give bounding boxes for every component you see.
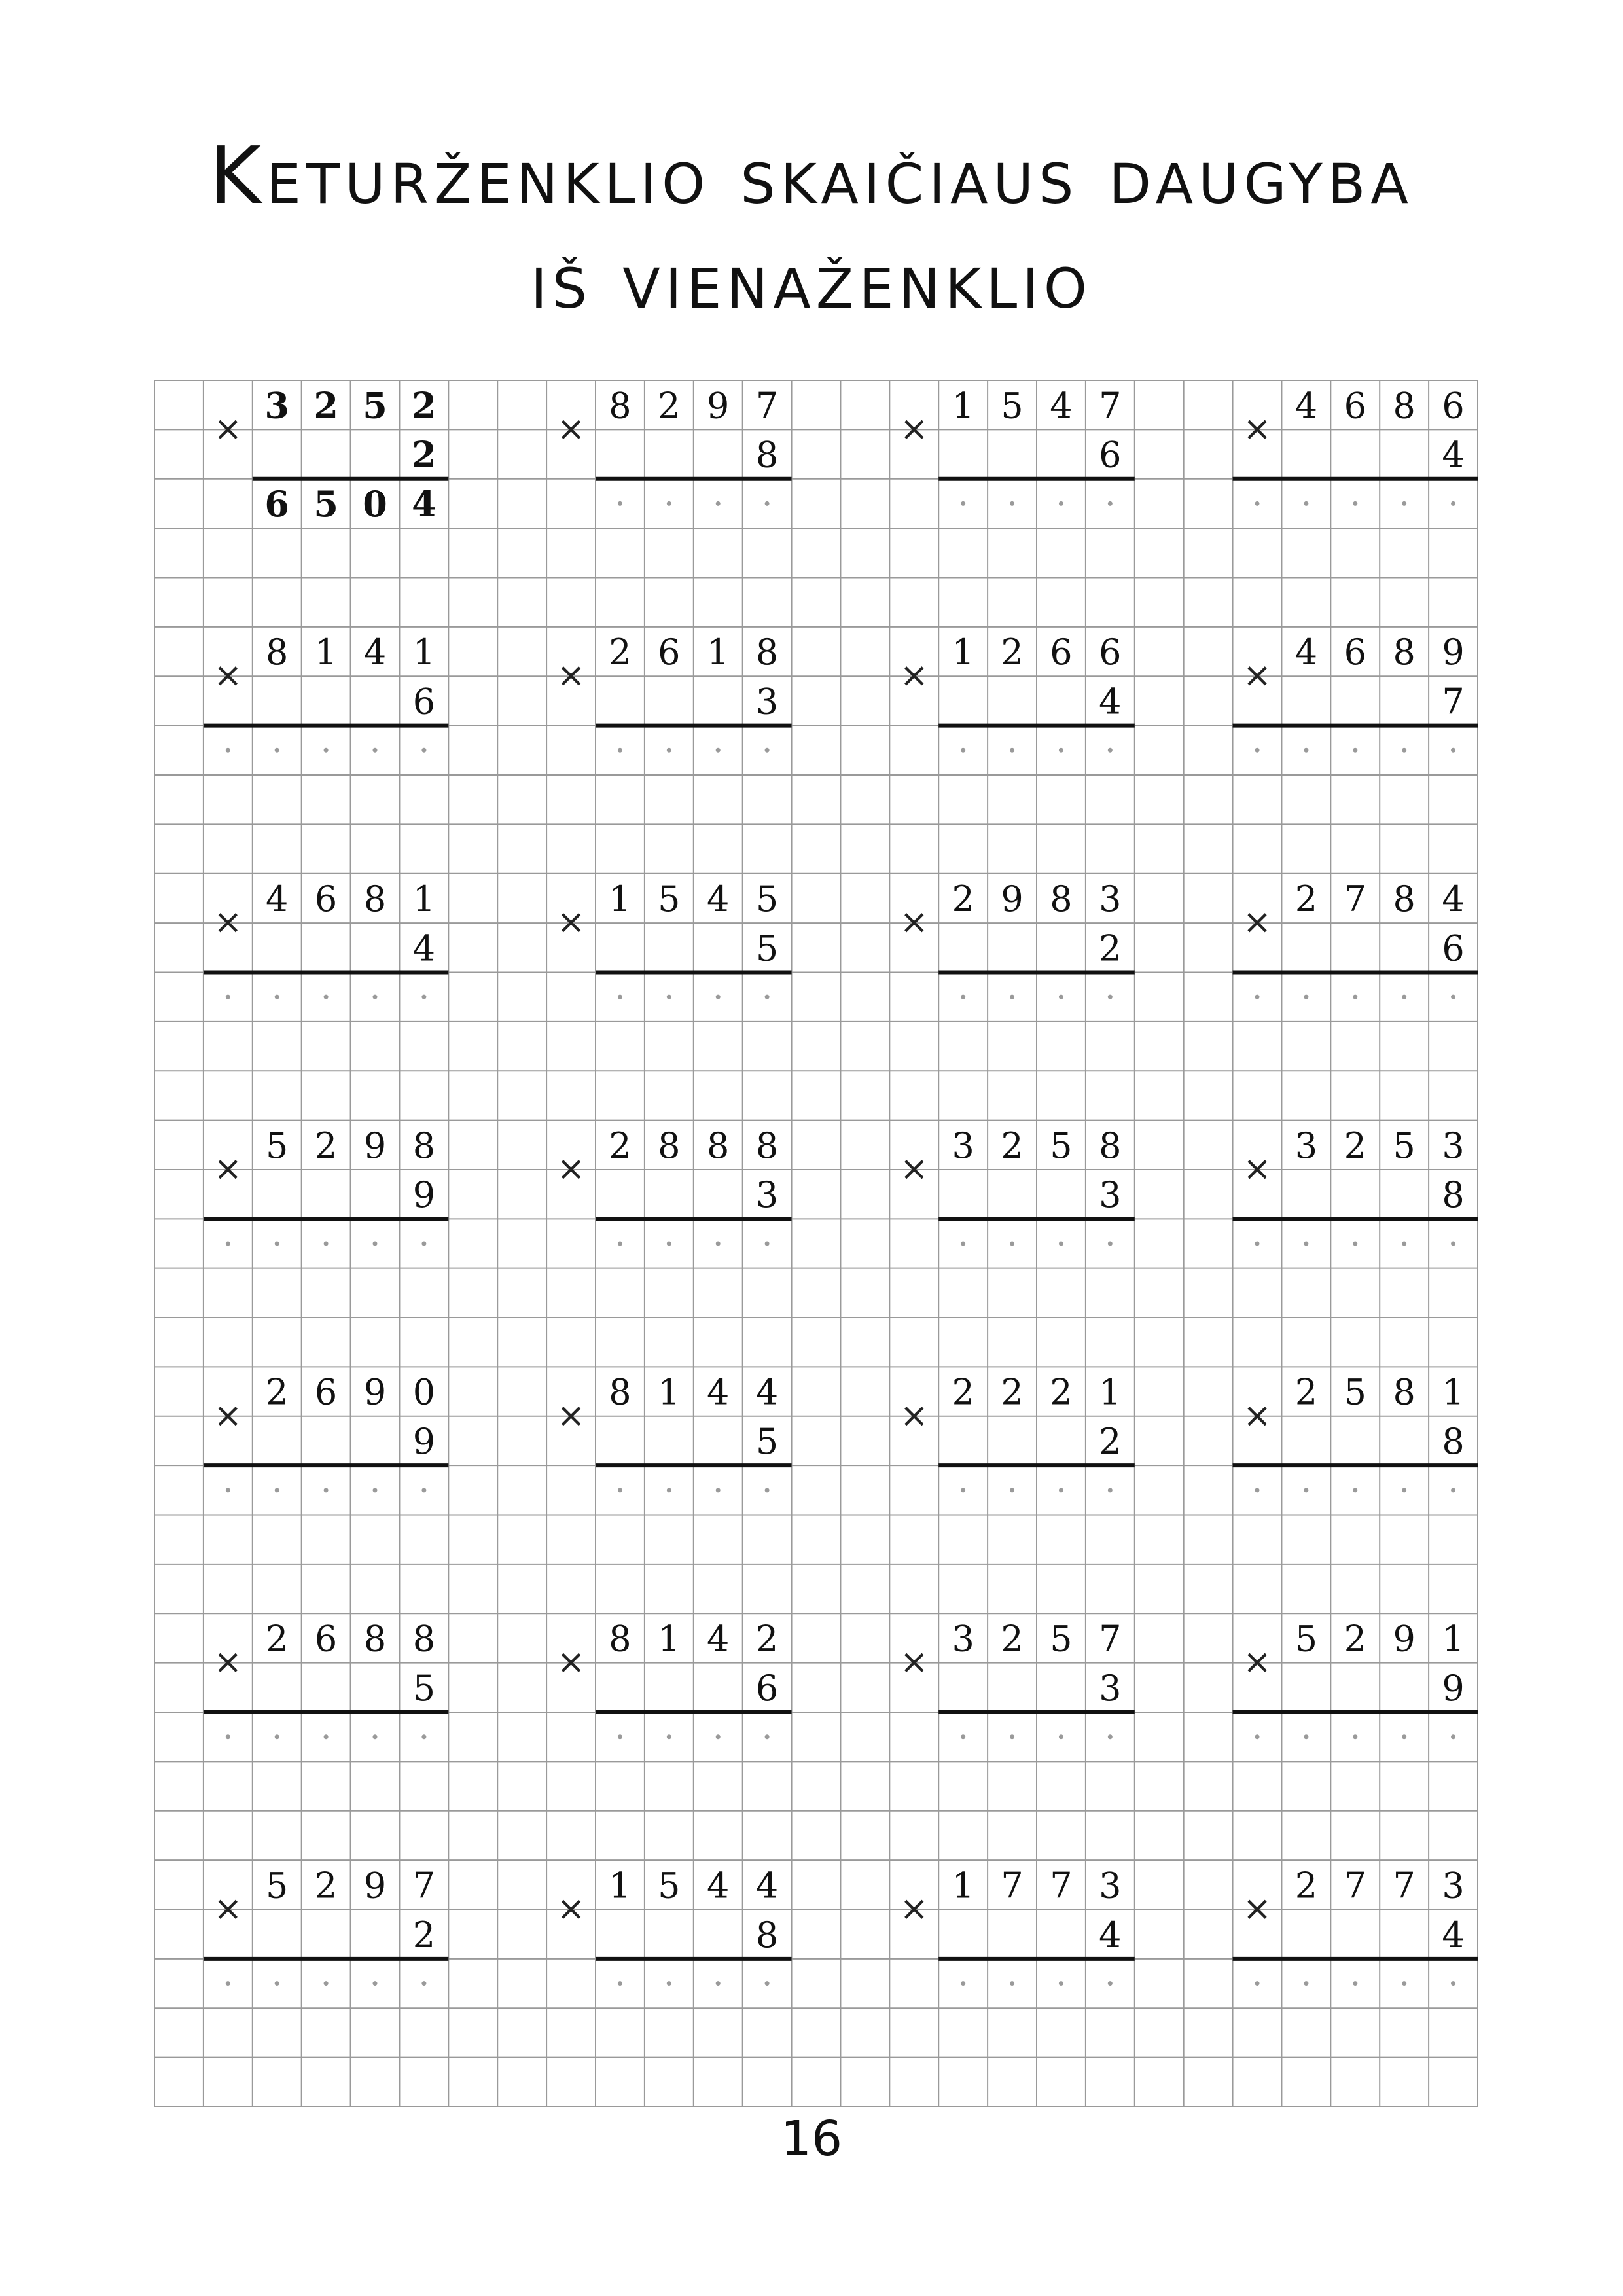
answer-placeholder-dot — [716, 1734, 721, 1739]
answer-placeholder-dot — [275, 1488, 279, 1492]
multiplicand-digit: 6 — [1344, 385, 1366, 427]
multiplier-digit: 6 — [1099, 434, 1122, 476]
multiplier-digit: 5 — [755, 1421, 779, 1463]
multiplicand-digit: 1 — [1442, 1618, 1465, 1660]
multiplier-digit: 5 — [412, 1667, 436, 1709]
multiply-sign: × — [899, 1395, 929, 1435]
answer-placeholder-dot — [324, 1981, 329, 1986]
multiplicand-digit: 2 — [1001, 1371, 1024, 1413]
multiplicand-digit: 3 — [1294, 1124, 1318, 1166]
multiplicand-digit: 4 — [266, 878, 289, 920]
multiplicand-digit: 9 — [1442, 632, 1465, 673]
multiply-sign: × — [899, 903, 929, 942]
multiplicand-digit: 7 — [1099, 1618, 1122, 1660]
multiplier-digit: 4 — [412, 927, 436, 969]
answer-placeholder-dot — [1304, 1734, 1308, 1739]
answer-placeholder-dot — [275, 748, 279, 753]
multiplicand-digit: 5 — [1393, 1124, 1416, 1166]
multiplicand-digit: 6 — [1442, 385, 1465, 427]
answer-placeholder-dot — [421, 1488, 426, 1492]
answer-placeholder-dot — [1304, 1488, 1308, 1492]
answer-placeholder-dot — [618, 1734, 622, 1739]
multiplicand-digit: 2 — [412, 384, 437, 427]
answer-placeholder-dot — [716, 501, 721, 506]
answer-placeholder-dot — [1010, 1488, 1014, 1492]
multiplicand-digit: 4 — [707, 1371, 730, 1413]
multiplicand-digit: 2 — [313, 384, 338, 427]
answer-placeholder-dot — [1108, 1488, 1113, 1492]
answer-placeholder-dot — [226, 748, 230, 753]
exercise-grid — [154, 380, 1478, 2107]
answer-placeholder-dot — [275, 995, 279, 999]
answer-placeholder-dot — [1108, 501, 1113, 506]
answer-placeholder-dot — [961, 1734, 965, 1739]
answer-placeholder-dot — [373, 995, 378, 999]
answer-placeholder-dot — [1255, 1981, 1260, 1986]
multiply-sign: × — [1243, 409, 1272, 449]
multiply-sign: × — [213, 903, 243, 942]
multiplier-digit: 8 — [1442, 1421, 1465, 1463]
multiplicand-digit: 2 — [1294, 1865, 1318, 1907]
multiplicand-digit: 5 — [1344, 1371, 1366, 1413]
multiplier-digit: 5 — [755, 927, 779, 969]
answer-placeholder-dot — [1255, 995, 1260, 999]
multiply-sign: × — [213, 1395, 243, 1435]
answer-placeholder-dot — [716, 1242, 721, 1246]
multiplicand-digit: 2 — [1001, 632, 1024, 673]
answer-placeholder-dot — [1059, 501, 1063, 506]
multiplicand-digit: 6 — [1099, 632, 1122, 673]
answer-digit: 0 — [363, 483, 387, 526]
answer-placeholder-dot — [421, 748, 426, 753]
answer-placeholder-dot — [1451, 1981, 1455, 1986]
multiplicand-digit: 4 — [707, 1618, 730, 1660]
answer-placeholder-dot — [421, 1242, 426, 1246]
answer-placeholder-dot — [275, 1981, 279, 1986]
multiplicand-digit: 1 — [314, 632, 338, 673]
multiplicand-digit: 8 — [658, 1124, 681, 1166]
multiplicand-digit: 2 — [266, 1618, 289, 1660]
answer-placeholder-dot — [961, 1981, 965, 1986]
answer-placeholder-dot — [1108, 1242, 1113, 1246]
multiplicand-digit: 9 — [707, 385, 730, 427]
multiplicand-digit: 2 — [952, 1371, 974, 1413]
answer-placeholder-dot — [1451, 995, 1455, 999]
answer-placeholder-dot — [1353, 995, 1357, 999]
multiplier-digit: 3 — [1099, 1174, 1122, 1216]
multiplicand-digit: 2 — [755, 1618, 779, 1660]
answer-placeholder-dot — [324, 1488, 329, 1492]
multiplicand-digit: 2 — [658, 385, 681, 427]
answer-placeholder-dot — [1304, 501, 1308, 506]
multiply-sign: × — [1243, 1149, 1272, 1189]
answer-placeholder-dot — [1402, 748, 1406, 753]
multiplicand-digit: 2 — [1294, 1371, 1318, 1413]
answer-placeholder-dot — [1451, 1242, 1455, 1246]
multiplicand-digit: 6 — [314, 1371, 338, 1413]
answer-placeholder-dot — [1353, 1488, 1357, 1492]
answer-placeholder-dot — [226, 1981, 230, 1986]
multiplicand-digit: 6 — [1344, 632, 1366, 673]
multiplier-digit: 2 — [1099, 1421, 1122, 1463]
answer-placeholder-dot — [1010, 1242, 1014, 1246]
multiplicand-digit: 8 — [266, 632, 289, 673]
multiplicand-digit: 3 — [264, 384, 290, 427]
answer-placeholder-dot — [667, 1242, 671, 1246]
multiply-sign: × — [899, 656, 929, 696]
multiplicand-digit: 3 — [1099, 1865, 1122, 1907]
answer-placeholder-dot — [1402, 1981, 1406, 1986]
multiply-sign: × — [556, 1149, 586, 1189]
answer-placeholder-dot — [961, 501, 965, 506]
multiplicand-digit: 1 — [1099, 1371, 1122, 1413]
answer-placeholder-dot — [324, 1242, 329, 1246]
multiply-sign: × — [213, 1889, 243, 1929]
answer-placeholder-dot — [618, 1488, 622, 1492]
multiplicand-digit: 2 — [609, 1124, 632, 1166]
page-title-line-2: iš vienaženklio — [530, 236, 1093, 327]
multiplier-digit: 6 — [1442, 927, 1465, 969]
answer-placeholder-dot — [1304, 995, 1308, 999]
answer-placeholder-dot — [961, 995, 965, 999]
multiplicand-digit: 6 — [314, 1618, 338, 1660]
multiply-sign: × — [556, 1642, 586, 1682]
multiplicand-digit: 3 — [952, 1618, 974, 1660]
multiply-sign: × — [899, 409, 929, 449]
multiplicand-digit: 1 — [952, 1865, 974, 1907]
answer-placeholder-dot — [667, 1488, 671, 1492]
multiplicand-digit: 3 — [952, 1124, 974, 1166]
multiply-sign: × — [1243, 903, 1272, 942]
answer-placeholder-dot — [1353, 501, 1357, 506]
multiplier-digit: 3 — [755, 1174, 779, 1216]
answer-placeholder-dot — [1255, 748, 1260, 753]
answer-placeholder-dot — [324, 995, 329, 999]
multiplicand-digit: 5 — [1050, 1618, 1073, 1660]
multiplicand-digit: 4 — [363, 632, 387, 673]
multiplicand-digit: 1 — [952, 632, 974, 673]
multiply-sign: × — [213, 656, 243, 696]
multiplicand-digit: 1 — [412, 632, 436, 673]
answer-placeholder-dot — [226, 1242, 230, 1246]
multiplicand-digit: 8 — [707, 1124, 730, 1166]
answer-placeholder-dot — [1353, 748, 1357, 753]
answer-placeholder-dot — [1255, 501, 1260, 506]
answer-digit: 5 — [313, 483, 338, 526]
multiplicand-digit: 3 — [1099, 878, 1122, 920]
multiplicand-digit: 8 — [1099, 1124, 1122, 1166]
answer-placeholder-dot — [716, 1981, 721, 1986]
multiplicand-digit: 8 — [1393, 632, 1416, 673]
answer-placeholder-dot — [275, 1734, 279, 1739]
answer-placeholder-dot — [667, 1981, 671, 1986]
multiplicand-digit: 0 — [412, 1371, 436, 1413]
answer-placeholder-dot — [1255, 1734, 1260, 1739]
answer-placeholder-dot — [226, 1734, 230, 1739]
multiplicand-digit: 2 — [1294, 878, 1318, 920]
multiplicand-digit: 2 — [1050, 1371, 1073, 1413]
answer-placeholder-dot — [1353, 1981, 1357, 1986]
answer-placeholder-dot — [1010, 748, 1014, 753]
answer-placeholder-dot — [765, 1734, 770, 1739]
answer-placeholder-dot — [667, 1734, 671, 1739]
answer-placeholder-dot — [1108, 1734, 1113, 1739]
answer-placeholder-dot — [373, 1488, 378, 1492]
multiplier-digit: 3 — [1099, 1667, 1122, 1709]
multiply-sign: × — [899, 1889, 929, 1929]
multiplicand-digit: 9 — [363, 1371, 387, 1413]
multiplicand-digit: 7 — [1344, 1865, 1366, 1907]
multiplicand-digit: 5 — [658, 1865, 681, 1907]
answer-placeholder-dot — [1304, 1242, 1308, 1246]
multiplicand-digit: 1 — [658, 1371, 681, 1413]
multiplier-digit: 4 — [1442, 1914, 1465, 1956]
multiplicand-digit: 5 — [363, 384, 387, 427]
multiplicand-digit: 2 — [609, 632, 632, 673]
multiplicand-digit: 1 — [609, 1865, 632, 1907]
answer-placeholder-dot — [961, 1242, 965, 1246]
multiplicand-digit: 8 — [755, 632, 779, 673]
answer-placeholder-dot — [765, 748, 770, 753]
multiply-sign: × — [556, 409, 586, 449]
multiplicand-digit: 5 — [266, 1865, 289, 1907]
answer-digit: 6 — [264, 483, 290, 526]
multiplier-digit: 8 — [755, 1914, 779, 1956]
multiplier-digit: 6 — [412, 681, 436, 723]
multiplicand-digit: 7 — [1001, 1865, 1024, 1907]
answer-placeholder-dot — [1059, 1488, 1063, 1492]
answer-placeholder-dot — [226, 995, 230, 999]
answer-placeholder-dot — [1255, 1488, 1260, 1492]
multiplicand-digit: 2 — [1001, 1124, 1024, 1166]
answer-placeholder-dot — [421, 995, 426, 999]
multiplicand-digit: 5 — [755, 878, 779, 920]
multiplier-digit: 2 — [412, 1914, 436, 1956]
answer-placeholder-dot — [1304, 1981, 1308, 1986]
multiplier-digit: 8 — [1442, 1174, 1465, 1216]
multiplicand-digit: 5 — [658, 878, 681, 920]
multiplicand-digit: 8 — [1393, 878, 1416, 920]
multiplicand-digit: 2 — [266, 1371, 289, 1413]
multiplicand-digit: 1 — [1442, 1371, 1465, 1413]
answer-placeholder-dot — [373, 1734, 378, 1739]
answer-placeholder-dot — [1353, 1734, 1357, 1739]
multiplicand-digit: 6 — [314, 878, 338, 920]
multiplier-digit: 8 — [755, 434, 779, 476]
multiplicand-digit: 7 — [1344, 878, 1366, 920]
answer-placeholder-dot — [667, 501, 671, 506]
multiplicand-digit: 2 — [1001, 1618, 1024, 1660]
page-title-line-1: Keturženklio skaičiaus daugyba — [209, 131, 1414, 222]
multiplicand-digit: 1 — [609, 878, 632, 920]
answer-placeholder-dot — [1059, 995, 1063, 999]
answer-placeholder-dot — [421, 1734, 426, 1739]
answer-placeholder-dot — [1059, 1734, 1063, 1739]
multiplicand-digit: 9 — [363, 1124, 387, 1166]
multiplicand-digit: 8 — [609, 1371, 632, 1413]
multiply-sign: × — [556, 903, 586, 942]
answer-placeholder-dot — [1010, 1734, 1014, 1739]
answer-placeholder-dot — [373, 1981, 378, 1986]
multiplier-digit: 3 — [755, 681, 779, 723]
multiplicand-digit: 4 — [1294, 385, 1318, 427]
multiplicand-digit: 7 — [1050, 1865, 1073, 1907]
answer-placeholder-dot — [765, 1242, 770, 1246]
page-number: 16 — [780, 2111, 843, 2167]
answer-placeholder-dot — [1402, 1734, 1406, 1739]
multiplier-digit: 9 — [1442, 1667, 1465, 1709]
answer-placeholder-dot — [618, 995, 622, 999]
answer-placeholder-dot — [618, 1981, 622, 1986]
multiplicand-digit: 8 — [1393, 1371, 1416, 1413]
multiplicand-digit: 8 — [412, 1618, 436, 1660]
answer-placeholder-dot — [716, 995, 721, 999]
multiplicand-digit: 1 — [707, 632, 730, 673]
answer-placeholder-dot — [1402, 501, 1406, 506]
answer-placeholder-dot — [1108, 748, 1113, 753]
multiplicand-digit: 8 — [1393, 385, 1416, 427]
answer-placeholder-dot — [1010, 501, 1014, 506]
multiplicand-digit: 8 — [1050, 878, 1073, 920]
multiplicand-digit: 4 — [755, 1865, 779, 1907]
multiplicand-digit: 3 — [1442, 1865, 1465, 1907]
answer-placeholder-dot — [1402, 995, 1406, 999]
answer-placeholder-dot — [226, 1488, 230, 1492]
multiplicand-digit: 1 — [412, 878, 436, 920]
answer-placeholder-dot — [1108, 995, 1113, 999]
answer-placeholder-dot — [1010, 995, 1014, 999]
multiplicand-digit: 2 — [314, 1124, 338, 1166]
answer-placeholder-dot — [765, 501, 770, 506]
answer-placeholder-dot — [324, 748, 329, 753]
multiplicand-digit: 5 — [1050, 1124, 1073, 1166]
answer-placeholder-dot — [765, 1488, 770, 1492]
multiplier-digit: 2 — [412, 433, 437, 476]
multiplicand-digit: 6 — [658, 632, 681, 673]
answer-placeholder-dot — [618, 748, 622, 753]
answer-placeholder-dot — [716, 748, 721, 753]
multiply-sign: × — [556, 1395, 586, 1435]
answer-placeholder-dot — [275, 1242, 279, 1246]
answer-placeholder-dot — [1304, 748, 1308, 753]
multiplicand-digit: 4 — [1050, 385, 1073, 427]
multiplicand-digit: 2 — [1344, 1618, 1366, 1660]
answer-placeholder-dot — [1451, 1488, 1455, 1492]
multiplier-digit: 9 — [412, 1421, 436, 1463]
answer-digit: 4 — [412, 483, 437, 526]
answer-placeholder-dot — [1451, 748, 1455, 753]
multiplicand-digit: 9 — [1001, 878, 1024, 920]
multiplicand-digit: 4 — [1294, 632, 1318, 673]
multiplicand-digit: 4 — [755, 1371, 779, 1413]
answer-placeholder-dot — [373, 748, 378, 753]
answer-placeholder-dot — [716, 1488, 721, 1492]
multiplicand-digit: 1 — [952, 385, 974, 427]
multiplicand-digit: 8 — [412, 1124, 436, 1166]
answer-placeholder-dot — [1010, 1981, 1014, 1986]
multiplicand-digit: 4 — [707, 1865, 730, 1907]
multiplicand-digit: 8 — [363, 1618, 387, 1660]
multiplicand-digit: 6 — [1050, 632, 1073, 673]
multiplicand-digit: 9 — [1393, 1618, 1416, 1660]
answer-placeholder-dot — [1451, 501, 1455, 506]
multiply-sign: × — [556, 1889, 586, 1929]
multiplier-digit: 4 — [1099, 1914, 1122, 1956]
answer-placeholder-dot — [1108, 1981, 1113, 1986]
answer-placeholder-dot — [961, 748, 965, 753]
multiply-sign: × — [899, 1642, 929, 1682]
answer-placeholder-dot — [961, 1488, 965, 1492]
answer-placeholder-dot — [765, 1981, 770, 1986]
multiplicand-digit: 7 — [1099, 385, 1122, 427]
answer-placeholder-dot — [618, 1242, 622, 1246]
multiplicand-digit: 4 — [707, 878, 730, 920]
multiplier-digit: 9 — [412, 1174, 436, 1216]
answer-placeholder-dot — [765, 995, 770, 999]
multiplier-digit: 4 — [1099, 681, 1122, 723]
grid-lines — [154, 380, 1478, 2107]
answer-placeholder-dot — [1402, 1488, 1406, 1492]
multiply-sign: × — [1243, 656, 1272, 696]
answer-placeholder-dot — [1059, 1242, 1063, 1246]
answer-placeholder-dot — [667, 995, 671, 999]
multiplicand-digit: 2 — [314, 1865, 338, 1907]
multiply-sign: × — [1243, 1642, 1272, 1682]
multiplier-digit: 2 — [1099, 927, 1122, 969]
multiplicand-digit: 4 — [1442, 878, 1465, 920]
multiply-sign: × — [213, 409, 243, 449]
multiply-sign: × — [556, 656, 586, 696]
multiplicand-digit: 9 — [363, 1865, 387, 1907]
multiplier-digit: 6 — [755, 1667, 779, 1709]
multiply-sign: × — [213, 1642, 243, 1682]
answer-placeholder-dot — [667, 748, 671, 753]
multiplicand-digit: 3 — [1442, 1124, 1465, 1166]
multiplicand-digit: 1 — [658, 1618, 681, 1660]
answer-placeholder-dot — [618, 501, 622, 506]
multiply-sign: × — [1243, 1395, 1272, 1435]
answer-placeholder-dot — [421, 1981, 426, 1986]
answer-placeholder-dot — [1451, 1734, 1455, 1739]
multiply-sign: × — [213, 1149, 243, 1189]
multiplicand-digit: 8 — [609, 385, 632, 427]
answer-placeholder-dot — [324, 1734, 329, 1739]
multiplicand-digit: 5 — [1294, 1618, 1318, 1660]
answer-placeholder-dot — [1402, 1242, 1406, 1246]
multiplicand-digit: 7 — [1393, 1865, 1416, 1907]
answer-placeholder-dot — [373, 1242, 378, 1246]
multiply-sign: × — [899, 1149, 929, 1189]
multiplicand-digit: 5 — [266, 1124, 289, 1166]
multiplicand-digit: 7 — [412, 1865, 436, 1907]
answer-placeholder-dot — [1059, 1981, 1063, 1986]
multiplicand-digit: 5 — [1001, 385, 1024, 427]
answer-placeholder-dot — [1353, 1242, 1357, 1246]
multiplicand-digit: 2 — [952, 878, 974, 920]
answer-placeholder-dot — [1059, 748, 1063, 753]
multiplicand-digit: 8 — [363, 878, 387, 920]
multiplicand-digit: 8 — [609, 1618, 632, 1660]
multiplicand-digit: 8 — [755, 1124, 779, 1166]
answer-placeholder-dot — [1255, 1242, 1260, 1246]
multiplier-digit: 7 — [1442, 681, 1465, 723]
multiply-sign: × — [1243, 1889, 1272, 1929]
multiplicand-digit: 2 — [1344, 1124, 1366, 1166]
multiplicand-digit: 7 — [755, 385, 779, 427]
multiplier-digit: 4 — [1442, 434, 1465, 476]
